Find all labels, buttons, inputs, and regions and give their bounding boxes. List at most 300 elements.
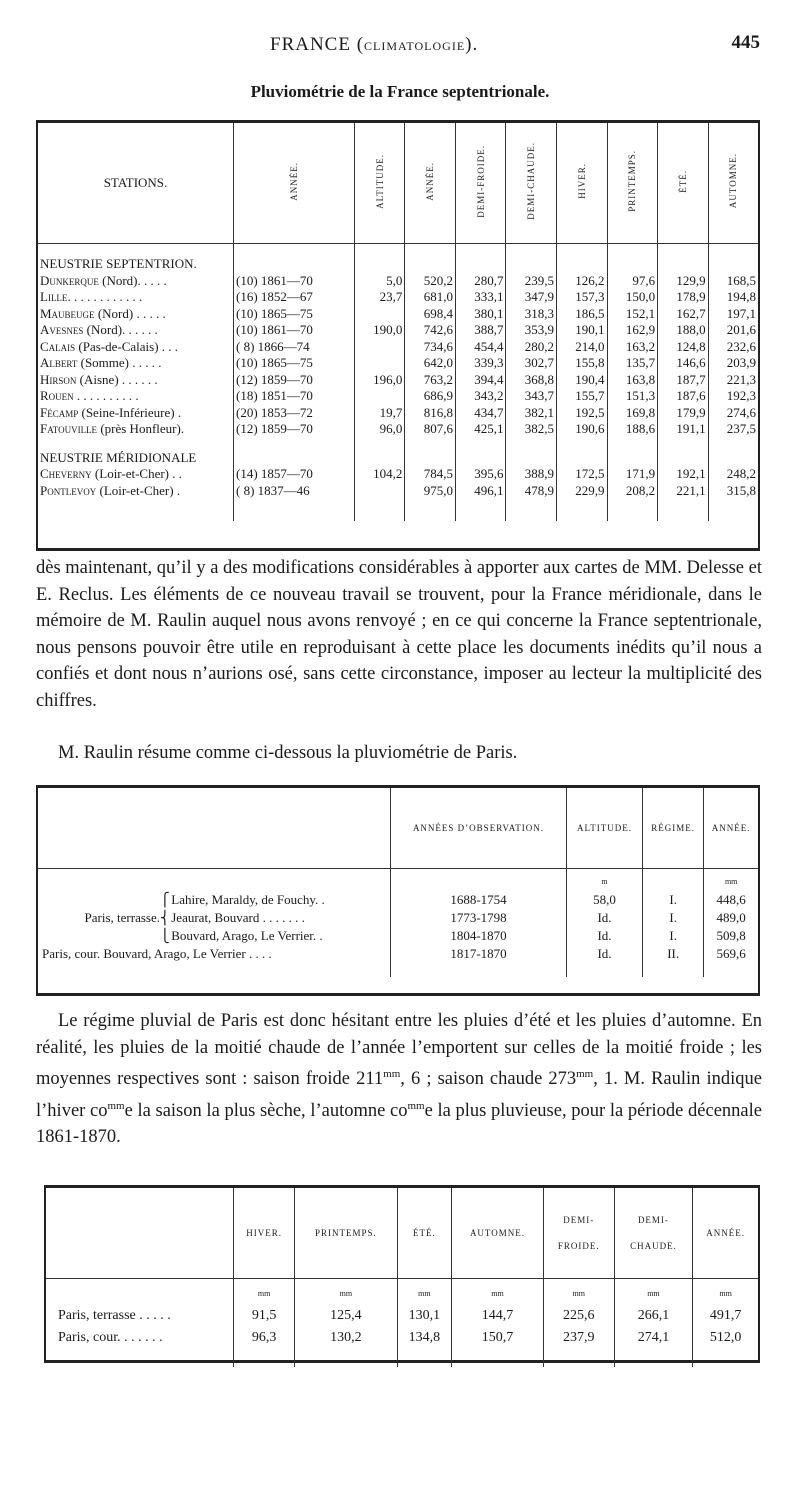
- value-cell: 232,6: [708, 339, 758, 356]
- column-header: [543, 1188, 614, 1279]
- observers: Lahire, Maraldy, de Fouchy. .: [168, 892, 325, 907]
- value-cell: 248,2: [708, 466, 758, 483]
- value-cell: 19,7: [354, 405, 405, 422]
- value-cell: 229,9: [557, 483, 608, 500]
- running-title: FRANCE (CLIMATOLOGIE).: [270, 34, 479, 55]
- brace-glyph: ⎩: [160, 928, 170, 943]
- years-cell: 1817-1870: [391, 945, 567, 963]
- table-cell: [455, 256, 506, 273]
- value-cell: 194,8: [708, 289, 758, 306]
- table-row: [38, 405, 758, 422]
- column-header-label: HIVER.: [246, 1228, 282, 1238]
- value-cell: 130,1: [397, 1305, 452, 1327]
- value-cell: 784,5: [405, 466, 456, 483]
- station-location: (près Honfleur).: [97, 421, 185, 437]
- column-header-label: ALTITUDE.: [374, 153, 385, 209]
- value-cell: 188,6: [607, 421, 658, 438]
- value-cell: 221,3: [708, 372, 758, 389]
- value-cell: 434,7: [455, 405, 506, 422]
- column-header: [452, 1188, 544, 1279]
- station-location: . . . . . . . . . . . .: [67, 289, 143, 305]
- period-cell: (18) 1851—70: [234, 388, 355, 405]
- station-name-text: Lille: [40, 289, 68, 305]
- period-cell: (10) 1861—70: [234, 273, 355, 290]
- table-row: [38, 306, 758, 323]
- table-cell: [658, 256, 709, 273]
- table-cell: [391, 869, 567, 892]
- station-name: [38, 372, 234, 389]
- column-header: [295, 1188, 397, 1279]
- station-location: . . . . . . . . . .: [73, 388, 139, 404]
- column-header-label: ANNÉE.: [706, 1228, 745, 1238]
- period-cell: (12) 1859—70: [234, 421, 355, 438]
- value-cell: 190,6: [557, 421, 608, 438]
- column-header: ALTITUDE.: [567, 788, 643, 869]
- column-header: [693, 1188, 758, 1279]
- value-cell: 162,9: [607, 322, 658, 339]
- table-cell: [234, 244, 355, 257]
- value-cell: 382,1: [506, 405, 557, 422]
- table-row: [38, 466, 758, 483]
- station-name: [38, 355, 234, 372]
- table-cell: [405, 244, 456, 257]
- column-header-label: ÉTÉ.: [412, 1228, 436, 1238]
- table-cell: [46, 1349, 234, 1367]
- value-cell: 168,5: [708, 273, 758, 290]
- column-header: [557, 123, 608, 244]
- spacer-row: [46, 1349, 758, 1367]
- column-header-label: ANNÉE.: [425, 161, 436, 201]
- unit-label: m: [567, 869, 643, 892]
- table-cell: [506, 450, 557, 467]
- station-name-text: Cheverny: [40, 466, 92, 482]
- value-cell: 201,6: [708, 322, 758, 339]
- value-cell: 496,1: [455, 483, 506, 500]
- group-row: [38, 450, 758, 467]
- table-cell: [658, 244, 709, 257]
- period-cell: (10) 1861—70: [234, 322, 355, 339]
- station-location: (Seine-Inférieure) .: [78, 404, 182, 420]
- station-name: [38, 322, 234, 339]
- table-cell: [643, 869, 704, 892]
- column-header-label: ÉTÉ.: [677, 169, 688, 193]
- value-cell: 318,3: [506, 306, 557, 323]
- station-location: (Nord). . . . .: [98, 272, 167, 288]
- value-cell: 150,0: [607, 289, 658, 306]
- column-header: [354, 123, 405, 244]
- value-cell: 266,1: [614, 1305, 693, 1327]
- value-cell: 280,7: [455, 273, 506, 290]
- column-header-label: PRINTEMPS.: [627, 150, 638, 212]
- value-cell: 315,8: [708, 483, 758, 500]
- column-header-blank: [46, 1188, 234, 1279]
- value-cell: 388,7: [455, 322, 506, 339]
- table-row: [38, 355, 758, 372]
- table-cell: [455, 450, 506, 467]
- value-cell: 742,6: [405, 322, 456, 339]
- period-cell: (10) 1865—75: [234, 355, 355, 372]
- brace-glyph: ⎨: [160, 910, 170, 925]
- table-header-row: [38, 123, 758, 244]
- period-cell: ( 8) 1866—74: [234, 339, 355, 356]
- value-cell: [354, 388, 405, 405]
- station-name-text: Fécamp: [40, 404, 79, 420]
- years-cell: 1688-1754: [391, 891, 567, 909]
- value-cell: 353,9: [506, 322, 557, 339]
- spacer-row: [38, 438, 758, 450]
- table-cell: [693, 1349, 758, 1367]
- value-cell: 343,2: [455, 388, 506, 405]
- station-name: [38, 483, 234, 500]
- value-cell: 150,7: [452, 1327, 544, 1349]
- table-cell: [614, 1349, 693, 1367]
- group-label: NEUSTRIE SEPTENTRION.: [40, 256, 197, 272]
- paris-observations-table: [36, 785, 760, 996]
- value-cell: 190,1: [557, 322, 608, 339]
- table-row: [38, 945, 758, 963]
- station-location: (Somme) . . . . .: [77, 355, 162, 371]
- unit-superscript: mm: [383, 1068, 401, 1080]
- value-cell: 124,8: [658, 339, 709, 356]
- unit-row: [46, 1279, 758, 1306]
- column-header: ANNÉE.: [704, 788, 758, 869]
- station-location: (Aisne) . . . . . .: [76, 371, 158, 387]
- column-header-label: ANNÉE.: [288, 161, 299, 201]
- table-cell: [607, 256, 658, 273]
- table-cell: [704, 963, 758, 977]
- table-cell: [567, 963, 643, 977]
- altitude-cell: 58,0: [567, 891, 643, 909]
- value-cell: 368,8: [506, 372, 557, 389]
- station-location: (Nord) . . . . .: [94, 305, 166, 321]
- value-cell: 734,6: [405, 339, 456, 356]
- page-header: [0, 30, 800, 60]
- value-cell: 188,0: [658, 322, 709, 339]
- station-name: [38, 273, 234, 290]
- year-value-cell: 509,8: [704, 927, 758, 945]
- table-cell: [543, 1349, 614, 1367]
- value-cell: 237,5: [708, 421, 758, 438]
- table-cell: [607, 450, 658, 467]
- page-number: 445: [731, 32, 760, 53]
- brace-glyph: ⎧: [160, 892, 170, 907]
- station-location: (Nord). . . . . .: [83, 322, 158, 338]
- value-cell: 163,2: [607, 339, 658, 356]
- value-cell: 186,5: [557, 306, 608, 323]
- column-header: [506, 123, 557, 244]
- value-cell: 151,3: [607, 388, 658, 405]
- value-cell: 214,0: [557, 339, 608, 356]
- table-cell: [354, 499, 405, 521]
- table-cell: [658, 438, 709, 450]
- table-cell: [455, 438, 506, 450]
- row-label: Paris, cour. . . . . . .: [58, 1330, 163, 1345]
- value-cell: 96,3: [234, 1327, 295, 1349]
- column-header: [234, 123, 355, 244]
- value-cell: 274,1: [614, 1327, 693, 1349]
- observer-cell: Paris, cour. Bouvard, Arago, Le Verrier . . . .: [42, 946, 272, 961]
- unit-label: mm: [452, 1279, 544, 1306]
- value-cell: 196,0: [354, 372, 405, 389]
- value-cell: 478,9: [506, 483, 557, 500]
- value-cell: 125,4: [295, 1305, 397, 1327]
- value-cell: 152,1: [607, 306, 658, 323]
- period-cell: (14) 1857—70: [234, 466, 355, 483]
- value-cell: 197,1: [708, 306, 758, 323]
- value-cell: [354, 339, 405, 356]
- table-cell: [452, 1349, 544, 1367]
- table-cell: [607, 438, 658, 450]
- table-cell: [708, 499, 758, 521]
- table-cell: [234, 256, 355, 273]
- station-name: [38, 306, 234, 323]
- value-cell: 237,9: [543, 1327, 614, 1349]
- column-header-label: DEMI-FROIDE.: [475, 144, 486, 218]
- table-row: [38, 289, 758, 306]
- station-name-text: Pontlevoy: [40, 482, 97, 498]
- station-name-text: Albert: [40, 355, 78, 371]
- station-name-text: Maubeuge: [40, 305, 95, 321]
- table-cell: [708, 244, 758, 257]
- value-cell: [354, 355, 405, 372]
- value-cell: 179,9: [658, 405, 709, 422]
- table-cell: [405, 499, 456, 521]
- station-name: [38, 388, 234, 405]
- value-cell: 681,0: [405, 289, 456, 306]
- station-name: [38, 466, 234, 483]
- station-name: [38, 339, 234, 356]
- value-cell: 169,8: [607, 405, 658, 422]
- value-cell: 520,2: [405, 273, 456, 290]
- value-cell: 698,4: [405, 306, 456, 323]
- value-cell: 686,9: [405, 388, 456, 405]
- column-header: ANNÉES D’OBSERVATION.: [391, 788, 567, 869]
- column-header: [455, 123, 506, 244]
- value-cell: 343,7: [506, 388, 557, 405]
- value-cell: 816,8: [405, 405, 456, 422]
- table-row: [46, 1305, 758, 1327]
- table-cell: [557, 244, 608, 257]
- table-cell: [506, 499, 557, 521]
- value-cell: 333,1: [455, 289, 506, 306]
- years-cell: 1804-1870: [391, 927, 567, 945]
- station-location: (Loir-et-Cher) .: [96, 482, 181, 498]
- table-cell: [455, 244, 506, 257]
- value-cell: 178,9: [658, 289, 709, 306]
- column-header-blank: [38, 788, 391, 869]
- value-cell: [354, 483, 405, 500]
- value-cell: 146,6: [658, 355, 709, 372]
- table-cell: [234, 450, 355, 467]
- observers: Bouvard, Arago, Le Verrier. .: [168, 928, 323, 943]
- value-cell: 512,0: [693, 1327, 758, 1349]
- value-cell: 192,3: [708, 388, 758, 405]
- value-cell: 975,0: [405, 483, 456, 500]
- table-cell: [658, 499, 709, 521]
- period-cell: (12) 1859—70: [234, 372, 355, 389]
- table-cell: [354, 256, 405, 273]
- column-header-label: FROIDE.: [557, 1241, 600, 1251]
- value-cell: 144,7: [452, 1305, 544, 1327]
- unit-label: mm: [397, 1279, 452, 1306]
- table-cell: [234, 438, 355, 450]
- value-cell: 155,7: [557, 388, 608, 405]
- station-name: [38, 421, 234, 438]
- unit-superscript: mm: [576, 1068, 594, 1080]
- column-header-label: PRINTEMPS.: [315, 1228, 377, 1238]
- paragraph-1: dès maintenant, qu’il y a des modifications considérables à apporter aux cartes de MM. Delesse et E. Reclus. Les éléments de ce nouveau travail se trouvent, pour la France méridionale, dans le mémoire de M. Raulin auquel nous avons renvoyé ; en ce qui concerne la France septentrionale, nous pensons pouvoir être utile en reproduisant à cette place les documents inédits qu’il nous a confiés et dont nous n’aurions osé, sans cette circonstance, imposer au lecteur la multiplicité des chiffres.: [36, 558, 762, 711]
- value-cell: 239,5: [506, 273, 557, 290]
- table-header-row: [38, 788, 758, 869]
- table-cell: [708, 256, 758, 273]
- value-cell: 23,7: [354, 289, 405, 306]
- value-cell: 190,4: [557, 372, 608, 389]
- value-cell: 382,5: [506, 421, 557, 438]
- column-header: [614, 1188, 693, 1279]
- value-cell: 388,9: [506, 466, 557, 483]
- value-cell: 187,6: [658, 388, 709, 405]
- table-cell: [506, 244, 557, 257]
- value-cell: 394,4: [455, 372, 506, 389]
- station-location: (Loir-et-Cher) . .: [91, 466, 183, 482]
- stations-rainfall-table: [36, 120, 760, 551]
- table-cell: [38, 499, 234, 521]
- column-header: [607, 123, 658, 244]
- table-row: [38, 388, 758, 405]
- value-cell: 162,7: [658, 306, 709, 323]
- value-cell: 5,0: [354, 273, 405, 290]
- value-cell: 208,2: [607, 483, 658, 500]
- value-cell: 302,7: [506, 355, 557, 372]
- value-cell: 129,9: [658, 273, 709, 290]
- table-cell: [607, 244, 658, 257]
- station-location: (Pas-de-Calais) . . .: [75, 338, 179, 354]
- column-header-stations: STATIONS.: [38, 123, 234, 244]
- value-cell: 491,7: [693, 1305, 758, 1327]
- period-cell: ( 8) 1837—46: [234, 483, 355, 500]
- unit-label: mm: [614, 1279, 693, 1306]
- value-cell: 104,2: [354, 466, 405, 483]
- period-cell: (20) 1853—72: [234, 405, 355, 422]
- paragraph-3: Le régime pluvial de Paris est donc hésitant entre les pluies d’été et les pluies d’automne. En réalité, les pluies de la moitié chaude de l’année l’emportent sur celles de la moitié froide ; les moyennes respectives sont : saison froide $211^{mm}$, 6 ; saison chaude $273^{mm}$, 1. M. Raulin indique l’hiver $co^{mm}e$ la saison la plus sèche, l’automne $co^{mm}e$ la plus pluvieuse, pour la période décennale 1861-1870.: [36, 1011, 762, 1148]
- station-name: [38, 289, 234, 306]
- section-title: Pluviométrie de la France septentrionale.: [250, 82, 550, 101]
- years-cell: 1773-1798: [391, 909, 567, 927]
- value-cell: 192,5: [557, 405, 608, 422]
- unit-label: mm: [704, 869, 758, 892]
- column-header: [234, 1188, 295, 1279]
- table-cell: [391, 963, 567, 977]
- year-value-cell: 448,6: [704, 891, 758, 909]
- table-cell: [557, 499, 608, 521]
- group-row: [38, 256, 758, 273]
- unit-row: [38, 869, 758, 892]
- unit-label: mm: [543, 1279, 614, 1306]
- value-cell: 339,3: [455, 355, 506, 372]
- observer-cell: [38, 927, 391, 945]
- value-cell: 395,6: [455, 466, 506, 483]
- station-name-text: Fatouville: [40, 421, 98, 437]
- table-cell: [506, 438, 557, 450]
- table-row: [38, 273, 758, 290]
- value-cell: [354, 306, 405, 323]
- value-cell: 642,0: [405, 355, 456, 372]
- paris-seasons-table: [44, 1185, 760, 1363]
- unit-superscript: mm: [107, 1099, 125, 1112]
- table-cell: [234, 499, 355, 521]
- table-cell: [46, 1279, 234, 1306]
- table-row: [38, 372, 758, 389]
- group-label: Paris, terrasse.: [84, 910, 160, 925]
- value-cell: 172,5: [557, 466, 608, 483]
- period-cell: (10) 1865—75: [234, 306, 355, 323]
- station-name-text: Rouen: [40, 388, 74, 404]
- regime-cell: I.: [643, 891, 704, 909]
- column-header-label: CHAUDE.: [630, 1241, 677, 1251]
- value-cell: 171,9: [607, 466, 658, 483]
- period-cell: (16) 1852—67: [234, 289, 355, 306]
- value-cell: 192,1: [658, 466, 709, 483]
- column-header-label: AUTOMNE.: [728, 153, 739, 209]
- table-cell: [38, 438, 234, 450]
- observer-cell: [38, 909, 391, 927]
- table-header-row: [46, 1188, 758, 1279]
- altitude-cell: Id.: [567, 945, 643, 963]
- value-cell: 454,4: [455, 339, 506, 356]
- value-cell: 96,0: [354, 421, 405, 438]
- table-cell: [354, 450, 405, 467]
- table-cell: [405, 256, 456, 273]
- station-name-text: Dunkerque: [40, 272, 99, 288]
- value-cell: 157,3: [557, 289, 608, 306]
- table-row: [38, 927, 758, 945]
- table-cell: [405, 438, 456, 450]
- value-cell: 163,8: [607, 372, 658, 389]
- table-cell: [38, 963, 391, 977]
- table-row: [38, 891, 758, 909]
- value-cell: 380,1: [455, 306, 506, 323]
- column-header-label: AUTOMNE.: [469, 1228, 526, 1238]
- regime-cell: I.: [643, 909, 704, 927]
- value-cell: 274,6: [708, 405, 758, 422]
- value-cell: 97,6: [607, 273, 658, 290]
- value-cell: 91,5: [234, 1305, 295, 1327]
- value-cell: 190,0: [354, 322, 405, 339]
- table-cell: [708, 438, 758, 450]
- station-name-text: Hirson: [40, 371, 77, 387]
- regime-cell: I.: [643, 927, 704, 945]
- table-row: [46, 1327, 758, 1349]
- altitude-cell: Id.: [567, 909, 643, 927]
- unit-superscript: mm: [407, 1099, 425, 1112]
- table-cell: [455, 499, 506, 521]
- value-cell: 126,2: [557, 273, 608, 290]
- unit-label: mm: [234, 1279, 295, 1306]
- column-header-label: DEMI-: [637, 1215, 669, 1225]
- table-cell: [643, 963, 704, 977]
- table-cell: [38, 869, 391, 892]
- station-name-text: Avesnes: [40, 322, 84, 338]
- observer-cell: [38, 891, 391, 909]
- column-header-label: DEMI-: [563, 1215, 595, 1225]
- column-header: [397, 1188, 452, 1279]
- table-cell: [354, 438, 405, 450]
- column-header: RÉGIME.: [643, 788, 704, 869]
- table-cell: [506, 256, 557, 273]
- table-row: [38, 483, 758, 500]
- table-cell: [354, 244, 405, 257]
- table-cell: [295, 1349, 397, 1367]
